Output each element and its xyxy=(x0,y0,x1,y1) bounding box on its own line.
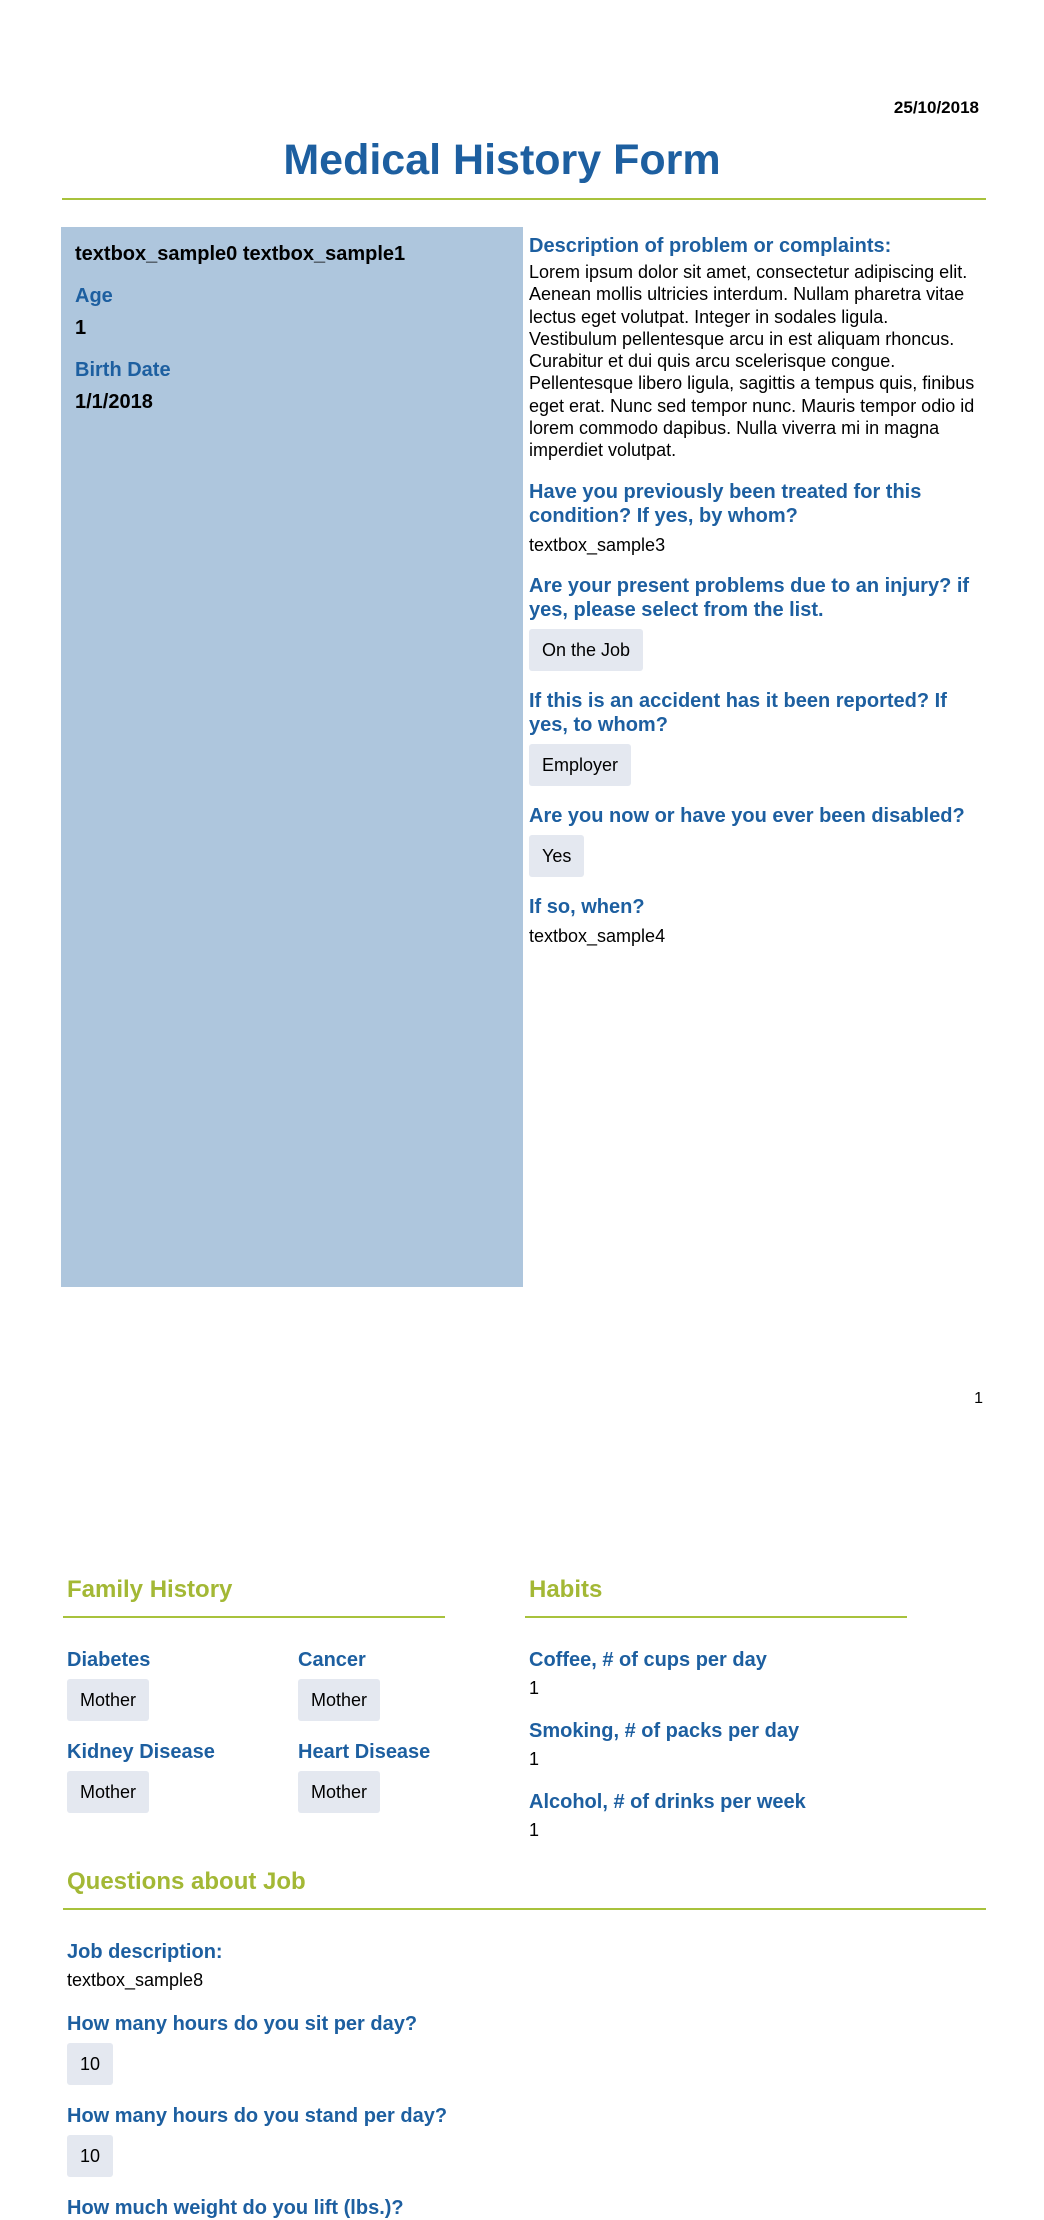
lift-weight-label: How much weight do you lift (lbs.)? xyxy=(67,2197,404,2219)
cancer-label: Cancer xyxy=(298,1649,366,1671)
kidney-disease-select[interactable]: Mother xyxy=(67,1771,149,1813)
cancer-select[interactable]: Mother xyxy=(298,1679,380,1721)
smoking-label: Smoking, # of packs per day xyxy=(529,1720,800,1742)
questions-column xyxy=(529,234,979,947)
sit-hours-field xyxy=(67,2012,417,2085)
job-divider xyxy=(63,1908,986,1910)
sit-hours-select[interactable]: 10 xyxy=(67,2043,113,2085)
heart-disease-label: Heart Disease xyxy=(298,1741,431,1763)
kidney-disease-field xyxy=(67,1740,215,1813)
heart-disease-select[interactable]: Mother xyxy=(298,1771,380,1813)
form-page-2 xyxy=(0,1450,1044,2219)
patient-info-panel xyxy=(61,227,523,1287)
title-divider xyxy=(62,198,986,200)
disabled-label: Are you now or have you ever been disabled? xyxy=(529,804,965,827)
alcohol-value: 1 xyxy=(529,1820,540,1840)
when-label: If so, when? xyxy=(529,895,645,918)
reported-label: If this is an accident has it been reported? If yes, to whom? xyxy=(529,689,947,736)
alcohol-label: Alcohol, # of drinks per week xyxy=(529,1791,806,1813)
job-heading: Questions about Job xyxy=(67,1868,306,1895)
sit-hours-label: How many hours do you sit per day? xyxy=(67,2013,418,2035)
coffee-label: Coffee, # of cups per day xyxy=(529,1649,767,1671)
disabled-section xyxy=(529,804,979,877)
habits-divider xyxy=(525,1616,907,1618)
age-value: 1 xyxy=(75,317,87,339)
injury-section xyxy=(529,574,979,671)
patient-name: textbox_sample0 textbox_sample1 xyxy=(75,243,406,265)
reported-select[interactable]: Employer xyxy=(529,744,631,786)
treated-label: Have you previously been treated for this condition? If yes, by whom? xyxy=(529,480,922,527)
alcohol-field xyxy=(529,1790,806,1841)
stand-hours-select[interactable]: 10 xyxy=(67,2135,113,2177)
treated-section xyxy=(529,480,979,556)
job-description-field xyxy=(67,1940,223,1991)
complaint-section xyxy=(529,234,979,462)
treated-value: textbox_sample3 xyxy=(529,534,666,555)
job-description-value: textbox_sample8 xyxy=(67,1970,204,1990)
stand-hours-field xyxy=(67,2104,447,2177)
family-history-heading: Family History xyxy=(67,1576,233,1603)
reported-section xyxy=(529,689,979,786)
kidney-disease-label: Kidney Disease xyxy=(67,1741,215,1763)
coffee-field xyxy=(529,1648,767,1699)
lift-weight-field xyxy=(67,2196,404,2220)
job-description-label: Job description: xyxy=(67,1941,223,1963)
stand-hours-label: How many hours do you stand per day? xyxy=(67,2105,448,2127)
birth-date-label: Birth Date xyxy=(75,359,171,381)
diabetes-select[interactable]: Mother xyxy=(67,1679,149,1721)
form-date: 25/10/2018 xyxy=(893,98,979,117)
smoking-value: 1 xyxy=(529,1749,540,1769)
page-number: 1 xyxy=(974,1390,983,1407)
coffee-value: 1 xyxy=(529,1678,540,1698)
birth-date-value: 1/1/2018 xyxy=(75,391,153,413)
heart-disease-field xyxy=(298,1740,430,1813)
cancer-field xyxy=(298,1648,380,1721)
complaint-label: Description of problem or complaints: xyxy=(529,235,892,257)
diabetes-field xyxy=(67,1648,150,1721)
when-value: textbox_sample4 xyxy=(529,925,666,946)
diabetes-label: Diabetes xyxy=(67,1649,151,1671)
family-history-divider xyxy=(63,1616,445,1618)
injury-select[interactable]: On the Job xyxy=(529,629,643,671)
injury-label: Are your present problems due to an injury? if yes, please select from the list. xyxy=(529,574,970,621)
smoking-field xyxy=(529,1719,799,1770)
disabled-select[interactable]: Yes xyxy=(529,835,584,877)
habits-heading: Habits xyxy=(529,1576,603,1603)
complaint-text: Lorem ipsum dolor sit amet, consectetur adipiscing elit. Aenean mollis ultricies interdum. Nullam pharetra vitae lectus eget volutpat. Integer in sodales ligula. Vestibulum pellentesque arcu in est aliquam rhoncus. Curabitur et dui quis arcu scelerisque congue. Pellentesque libero ligula, sagittis a tempus quis, finibus eget erat. Nunc sed tempor nunc. Mauris tempor odio id lorem commodo dapibus. Nulla viverra mi in magna imperdiet volutpat. xyxy=(529,262,975,461)
when-section xyxy=(529,895,979,947)
page-title: Medical History Form xyxy=(283,136,721,184)
age-label: Age xyxy=(75,285,113,307)
